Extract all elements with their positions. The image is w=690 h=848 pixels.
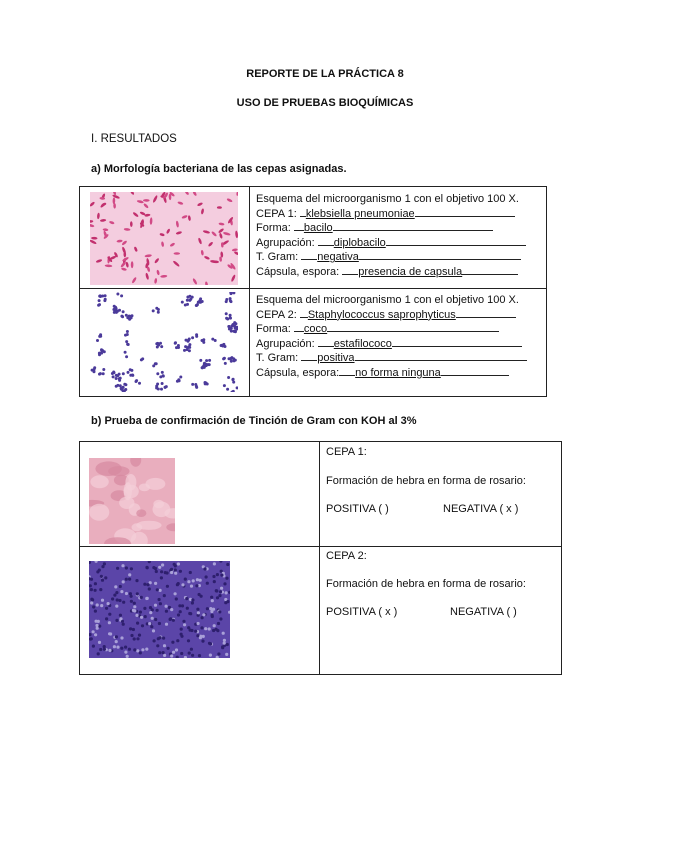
agrupacion-1-value: diplobacilo xyxy=(333,236,386,249)
gram-2-label: T. Gram: xyxy=(256,352,299,365)
koh-image-1 xyxy=(89,458,175,544)
forma-2-label: Forma: xyxy=(256,323,291,336)
gram-1-value: negativa xyxy=(317,251,359,264)
koh-question-2: Formación de hebra en forma de rosario: xyxy=(326,578,526,590)
strain-1-title: Esquema del microorganismo 1 con el objetivo 100 X. xyxy=(256,193,519,205)
part-a-heading: a) Morfología bacteriana de las cepas asignadas. xyxy=(91,163,347,175)
cepa-2-label: CEPA 2: xyxy=(256,308,297,321)
koh-negativa-1: NEGATIVA ( x ) xyxy=(443,503,519,515)
gram-1-label: T. Gram: xyxy=(256,251,299,264)
koh-positiva-1: POSITIVA ( ) xyxy=(326,503,389,515)
strain-2-info xyxy=(256,293,527,381)
koh-cepa-2-label: CEPA 2: xyxy=(326,550,367,562)
morphology-table xyxy=(79,186,547,397)
strain-1-info xyxy=(256,192,526,280)
micrograph-klebsiella xyxy=(90,192,238,285)
cepa-1-value: klebsiella pneumoniae xyxy=(305,207,415,220)
report-title: REPORTE DE LA PRÁCTICA 8 xyxy=(246,68,404,80)
forma-1-label: Forma: xyxy=(256,222,291,235)
forma-1-value: bacilo xyxy=(303,222,333,235)
strain-2-title: Esquema del microorganismo 1 con el objetivo 100 X. xyxy=(256,294,519,306)
cepa-1-label: CEPA 1: xyxy=(256,207,297,220)
koh-test-table xyxy=(79,441,562,675)
part-b-heading: b) Prueba de confirmación de Tinción de Gram con KOH al 3% xyxy=(91,415,417,427)
cepa-2-value: Staphylococcus saprophyticus xyxy=(307,308,456,321)
agrupacion-1-label: Agrupación: xyxy=(256,236,315,249)
koh-image-2 xyxy=(89,561,230,658)
koh-question-1: Formación de hebra en forma de rosario: xyxy=(326,475,526,487)
koh-cepa-1-label: CEPA 1: xyxy=(326,446,367,458)
capsula-1-label: Cápsula, espora: xyxy=(256,265,340,278)
capsula-1-value: presencia de capsula xyxy=(358,265,463,278)
agrupacion-2-value: estafilococo xyxy=(333,337,392,350)
koh-positiva-2: POSITIVA ( x ) xyxy=(326,606,398,618)
capsula-2-value: no forma ninguna xyxy=(355,366,441,379)
section-heading: I. RESULTADOS xyxy=(91,133,177,145)
capsula-2-label: Cápsula, espora: xyxy=(256,366,340,379)
koh-negativa-2: NEGATIVA ( ) xyxy=(450,606,517,618)
agrupacion-2-label: Agrupación: xyxy=(256,337,315,350)
report-subtitle: USO DE PRUEBAS BIOQUÍMICAS xyxy=(236,97,414,109)
forma-2-value: coco xyxy=(303,323,328,336)
gram-2-value: positiva xyxy=(317,352,355,365)
micrograph-staphylococcus xyxy=(90,292,238,392)
